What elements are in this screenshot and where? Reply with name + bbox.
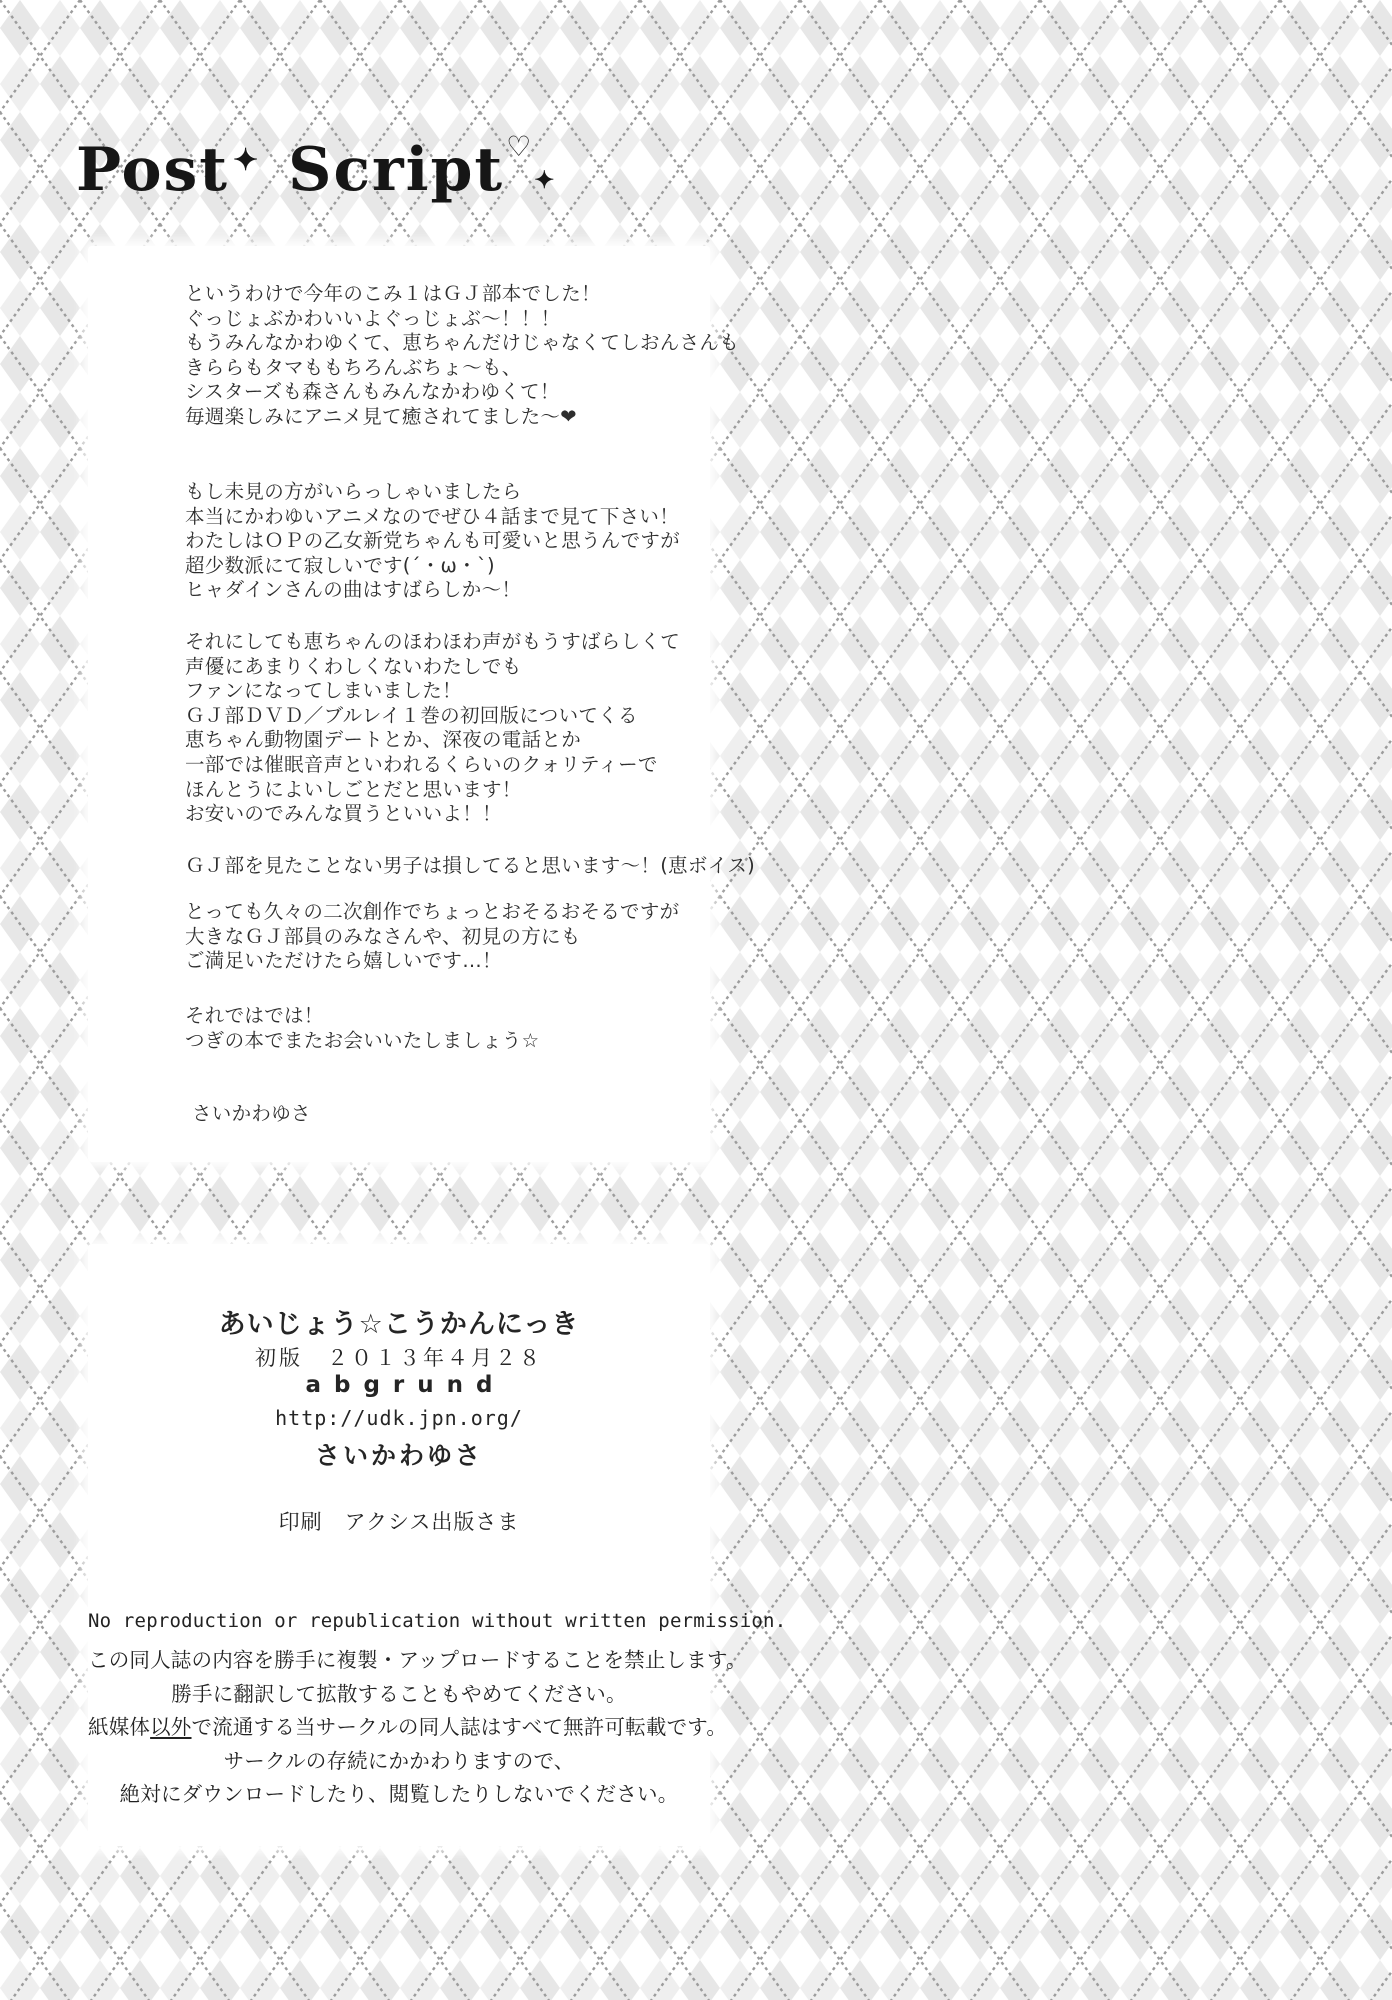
afterword-line: ＧＪ部を見たことない男子は損してると思います〜！(恵ボイス) (185, 854, 756, 877)
afterword-line: もし未見の方がいらっしゃいましたら (185, 480, 522, 503)
author-signature: さいかわゆさ (192, 1102, 311, 1125)
title-word-script: Script (288, 135, 505, 205)
afterword-paragraph (185, 282, 739, 430)
afterword-line: ヒャダインさんの曲はすばらしか〜！ (185, 578, 522, 602)
afterword-line: 恵ちゃん動物園デートとか、深夜の電話とか (185, 728, 582, 752)
circle-name: abgrund (305, 1372, 506, 1398)
sparkle-icon: ✦ (233, 143, 261, 178)
legal-line-segment: で流通する当サークルの同人誌はすべて無許可転載です。 (191, 1715, 728, 1739)
edition-date: 初版 ２０１３年４月２８ (255, 1346, 543, 1370)
afterword-line: きららもタマももちろんぶちょ〜も、 (185, 355, 522, 379)
afterword-paragraph (185, 630, 680, 827)
afterword-line: 毎週楽しみにアニメ見て癒されてました〜❤ (185, 404, 577, 428)
afterword-line: 声優にあまりくわしくないわたしでも (185, 654, 522, 678)
afterword-line: お安いのでみんな買うといいよ！！ (185, 802, 502, 826)
legal-line: 絶対にダウンロードしたり、閲覧したりしないでください。 (119, 1782, 679, 1806)
legal-line-english: No reproduction or republication without written permission. (88, 1610, 787, 1632)
heart-icon: ♡ (506, 130, 534, 163)
afterword-line: ほんとうによいしごとだと思います！ (185, 777, 522, 801)
legal-line (88, 1710, 728, 1740)
legal-line: サークルの存続にかかわりますので、 (223, 1749, 575, 1773)
title-word-post: Post (76, 135, 230, 205)
afterword-line: ご満足いただけたら嬉しいです…！ (185, 949, 502, 973)
legal-line: 勝手に翻訳して拡散することもやめてください。 (171, 1682, 627, 1706)
afterword-paragraph (185, 1004, 539, 1053)
page-title (76, 130, 556, 205)
afterword-paragraph (185, 854, 755, 879)
doujin-title: あいじょう☆こうかんにっき (218, 1309, 580, 1340)
afterword-line: 超少数派にて寂しいです(´・ω・`) (185, 553, 495, 577)
afterword-line: 本当にかわゆいアニメなのでぜひ４話まで見て下さい！ (185, 504, 680, 528)
afterword-line: もうみんなかわゆくて、恵ちゃんだけじゃなくてしおんさんも (185, 331, 740, 355)
legal-line-underlined-segment: 以外 (150, 1715, 192, 1739)
author-name: さいかわゆさ (314, 1441, 483, 1470)
afterword-line: それではでは！ (185, 1004, 324, 1027)
sparkle-icon: ✦ (534, 165, 557, 194)
afterword-line: 大きなＧＪ部員のみなさんや、初見の方にも (185, 924, 581, 948)
circle-url: http://udk.jpn.org/ (275, 1406, 523, 1430)
afterword-line: ＧＪ部ＤＶＤ／ブルレイ１巻の初回版についてくる (185, 703, 638, 727)
afterword-paragraph (185, 900, 679, 974)
afterword-line: ぐっじょぶかわいいよぐっじょぶ〜！！！ (185, 306, 561, 330)
afterword-line: とっても久々の二次創作でちょっとおそるおそるですが (185, 900, 680, 923)
afterword-line: シスターズも森さんもみんなかわゆくて！ (185, 380, 560, 404)
afterword-line: つぎの本でまたお会いいたしましょう☆ (185, 1028, 540, 1052)
afterword-line: というわけで今年のこみ１はＧＪ部本でした！ (185, 282, 601, 305)
legal-line: この同人誌の内容を勝手に複製・アップロードすることを禁止します。 (88, 1648, 747, 1672)
afterword-line: 一部では催眠音声といわれるくらいのクォリティーで (185, 752, 658, 776)
printer-credit: 印刷 アクシス出版さま (278, 1510, 520, 1534)
afterword-paragraph (185, 480, 680, 603)
afterword-line: わたしはＯＰの乙女新党ちゃんも可愛いと思うんですが (185, 529, 681, 553)
afterword-line: ファンになってしまいました！ (185, 679, 462, 703)
legal-line-segment: 紙媒体 (88, 1715, 151, 1739)
afterword-line: それにしても恵ちゃんのほわほわ声がもうすばらしくて (185, 630, 681, 653)
